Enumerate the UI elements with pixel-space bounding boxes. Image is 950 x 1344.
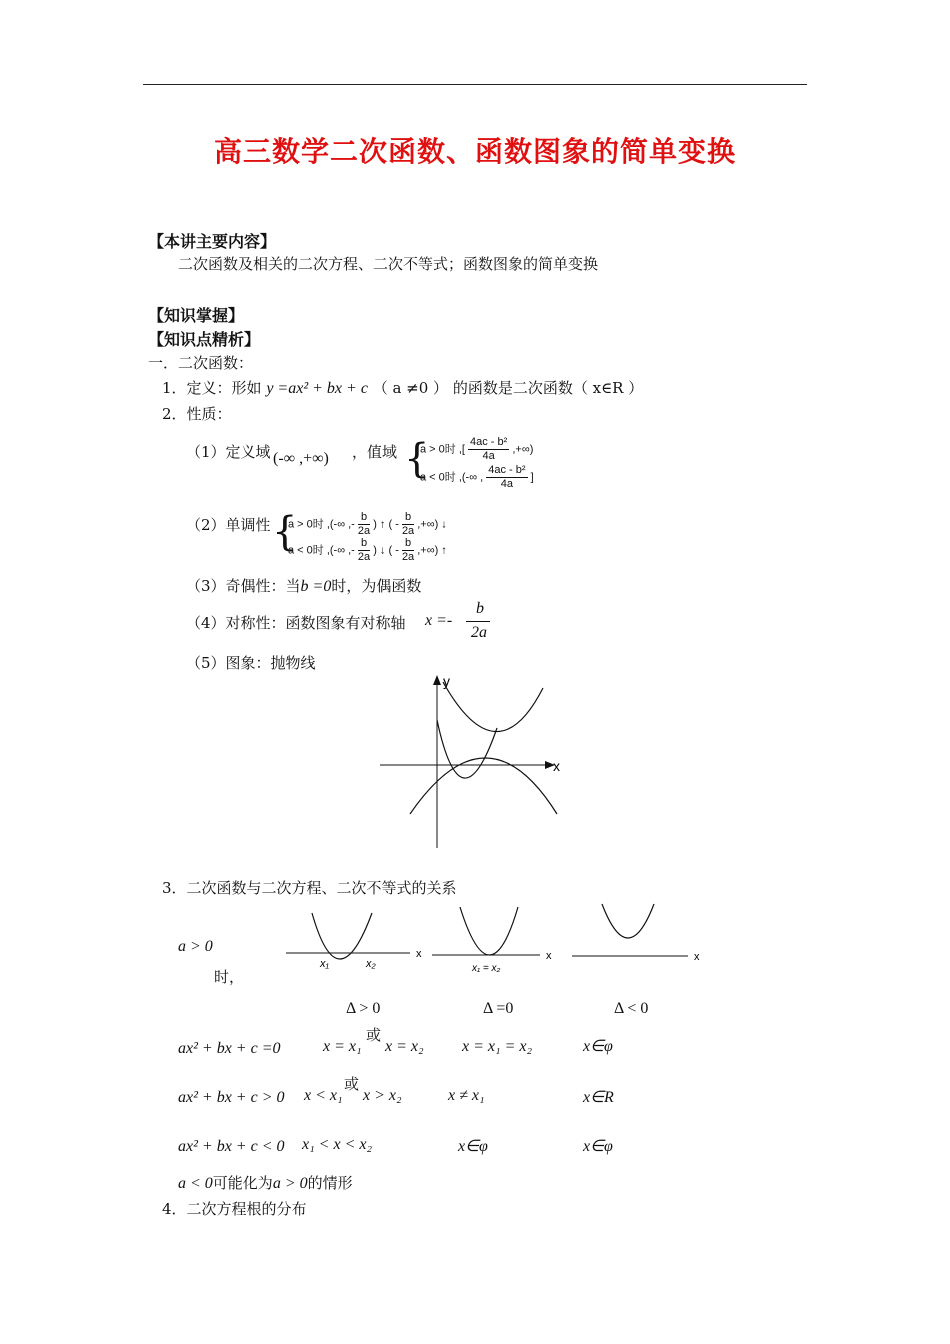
row-less-c1a: x₁ < x < x₂ (302, 1136, 373, 1153)
monotonicity-label: （2）单调性 (186, 516, 271, 534)
row-equation-c1b: x = x₂ (385, 1038, 424, 1055)
row-equation-label: ax² + bx + c =0 (178, 1040, 281, 1057)
graph-label: （5）图象：抛物线 (186, 654, 316, 672)
row-greater-c1b: x > x₂ (363, 1087, 402, 1104)
row-less-c2: x∈φ (458, 1138, 488, 1155)
y-axis-arrow (433, 675, 441, 685)
graph-no-root (568, 900, 708, 970)
row-equation-or: 或 (366, 1026, 382, 1044)
relationship-heading: 3．二次函数与二次方程、二次不等式的关系 (162, 879, 457, 897)
parabola-lower (437, 720, 497, 778)
definition-prefix: 1．定义：形如 (162, 379, 262, 397)
definition-suffix: 的函数是二次函数（ x∈R ） (452, 379, 644, 397)
section-heading-analysis: 【知识点精析】 (148, 330, 261, 349)
range-case-positive: a > 0时 ,[ $\frac{\text{4ac - b²}}{4a}$ ,+∞) (420, 436, 534, 462)
svg-text:x: x (416, 948, 422, 960)
symmetry-axis: x =- (425, 612, 453, 629)
svg-text:x₂: x₂ (366, 958, 376, 970)
parity-condition: b =0 (300, 578, 332, 595)
page-title: 高三数学二次函数、函数图象的简单变换 (213, 135, 736, 168)
symmetry-fraction-bar (466, 621, 490, 622)
delta-negative: Δ < 0 (614, 1000, 649, 1017)
negative-a-note: a < 0可能化为a > 0的情形 (178, 1174, 353, 1192)
row-equation-c2: x = x₁ = x₂ (462, 1038, 533, 1055)
svg-text:x: x (694, 951, 700, 963)
top-rule (143, 84, 807, 85)
graph-two-roots (282, 905, 432, 985)
row-less-c3: x∈φ (583, 1138, 613, 1155)
domain-label: （1）定义域 (186, 443, 271, 461)
monotonicity-case-negative: a < 0时 ,(-∞ ,- $\frac{b}{2a}$ ) ↓ ( - $\frac{b}{2a}$ ,+∞) ↑ (288, 537, 447, 563)
part1-label: 一．二次函数： (148, 354, 254, 372)
a-positive-suffix: 时， (214, 968, 245, 986)
svg-text:x₁: x₁ (320, 958, 329, 970)
y-axis-label: y (443, 673, 450, 689)
parabola-upper (443, 682, 543, 732)
svg-text:x₁ = x₂: x₁ = x₂ (472, 963, 501, 974)
delta-positive: Δ > 0 (346, 1000, 381, 1017)
symmetry-label: （4）对称性：函数图象有对称轴 (186, 614, 406, 632)
x-axis-label: x (553, 758, 560, 774)
symmetry-numerator: b (476, 600, 484, 617)
delta-zero: Δ =0 (483, 1000, 514, 1017)
row-greater-c2: x ≠ x₁ (448, 1087, 485, 1104)
row-greater-or: 或 (344, 1075, 360, 1093)
svg-text:x: x (546, 950, 552, 962)
row-greater-label: ax² + bx + c > 0 (178, 1089, 285, 1106)
symmetry-denominator: 2a (471, 624, 487, 641)
row-equation-c1a: x = x₁ (323, 1038, 362, 1055)
a-positive-condition: a > 0 (178, 938, 213, 955)
definition-line (162, 377, 643, 398)
row-equation-c3: x∈φ (583, 1038, 613, 1055)
row-greater-c1a: x < x₁ (304, 1087, 343, 1104)
main-content-text: 二次函数及相关的二次方程、二次不等式；函数图象的简单变换 (178, 255, 599, 273)
parity-line: （3）奇偶性：当b =0时，为偶函数 (186, 577, 422, 595)
definition-formula: y =ax² + bx + c (266, 380, 368, 397)
row-less-label: ax² + bx + c < 0 (178, 1138, 285, 1155)
range-brace: { (404, 436, 430, 482)
properties-label: 2．性质： (162, 405, 232, 423)
definition-condition: （ a ≠0 ） (372, 379, 449, 397)
monotonicity-brace: { (272, 509, 298, 555)
range-case-negative: a < 0时 ,(-∞ , $\frac{\text{4ac - b²}}{4a}$ ] (420, 464, 534, 490)
monotonicity-case-positive: a > 0时 ,(-∞ ,- $\frac{b}{2a}$ ) ↑ ( - $\frac{b}{2a}$ ,+∞) ↓ (288, 511, 447, 537)
parabola-downward (410, 758, 557, 814)
root-distribution-heading: 4．二次方程根的分布 (162, 1200, 307, 1218)
domain-value: (-∞ ,+∞) (273, 450, 329, 467)
parabola-graph (375, 672, 575, 852)
row-greater-c3: x∈R (583, 1089, 614, 1106)
graph-one-root (428, 903, 568, 983)
range-label: ，值域 (352, 443, 398, 461)
section-heading-main-content: 【本讲主要内容】 (148, 232, 277, 251)
section-heading-knowledge: 【知识掌握】 (148, 306, 245, 325)
